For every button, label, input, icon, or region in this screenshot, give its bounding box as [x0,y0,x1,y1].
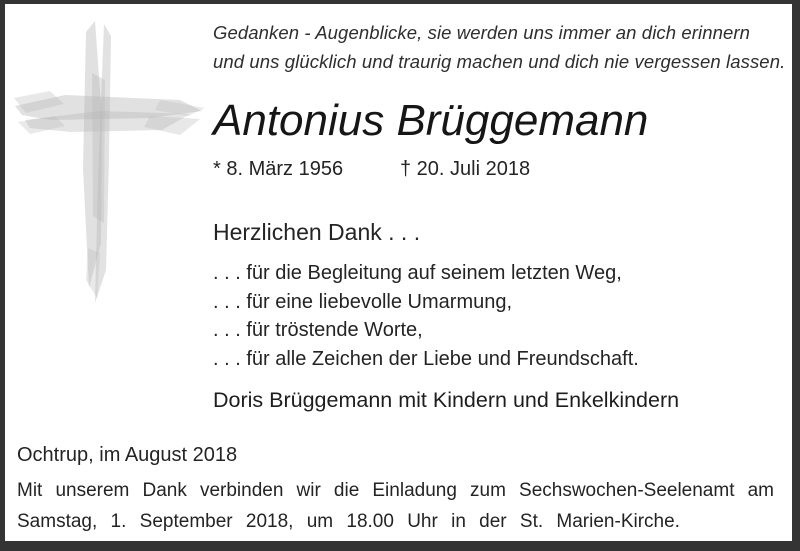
birth-date: * 8. März 1956 [213,158,344,180]
death-date: † 20. Juli 2018 [400,158,531,180]
brush-cross-icon [10,18,210,310]
memorial-quote-line1: Gedanken - Augenblicke, sie werden uns immer an dich erinnern [213,22,751,43]
memorial-quote-line2: und uns glücklich und traurig machen und dich nie vergessen lassen. [213,51,786,72]
family-signature: Doris Brüggemann mit Kindern und Enkelkindern [213,388,680,412]
invitation-line1: Mit unserem Dank verbinden wir die Einladung zum Sechswochen-Seelenamt am [17,480,774,501]
deceased-name: Antonius Brüggemann [213,96,649,145]
thanks-item: . . . für tröstende Worte, [213,319,423,341]
invitation-line2: Samstag, 1. September 2018, um 18.00 Uhr in der St. Marien-Kirche. [17,511,680,532]
notice-sheet [5,4,792,541]
thanks-item: . . . für eine liebevolle Umarmung, [213,290,513,313]
thanks-item: . . . für die Begleitung auf seinem letzten Weg, [213,262,622,284]
life-dates [213,158,788,186]
place-date-line: Ochtrup, im August 2018 [17,444,238,466]
thanks-heading: Herzlichen Dank . . . [213,219,421,245]
memorial-quote [213,18,788,76]
thanks-item: . . . für alle Zeichen der Liebe und Freundschaft. [213,347,639,370]
thanks-list [213,259,788,373]
